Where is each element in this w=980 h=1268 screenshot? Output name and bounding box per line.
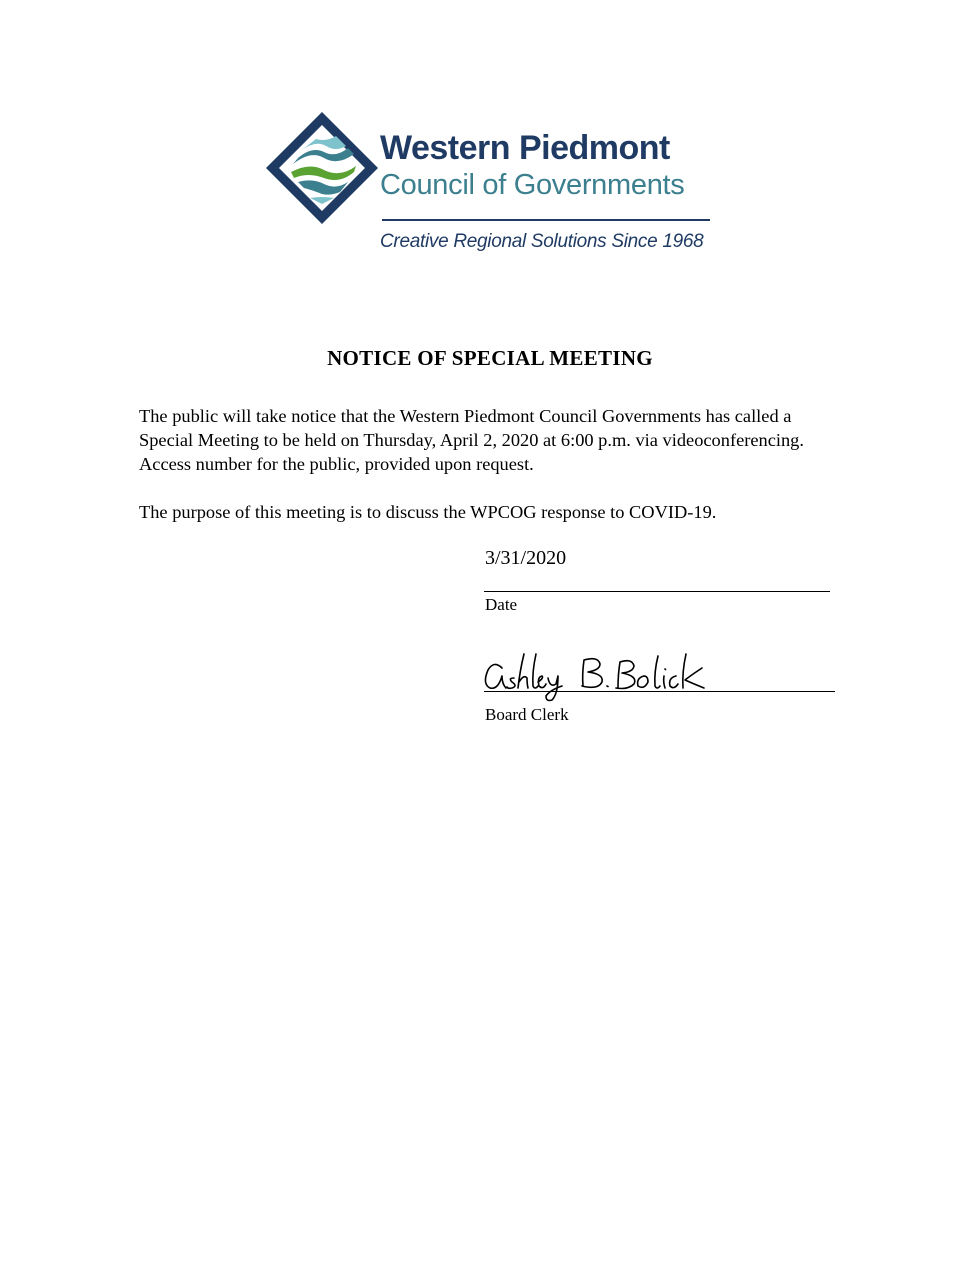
date-label: Date [485,595,518,614]
notice-title: NOTICE OF SPECIAL MEETING [327,346,653,370]
logo-subname: Council of Governments [380,169,685,201]
signature-underline [484,691,835,692]
organization-logo [266,112,722,262]
notice-paragraph-1: The public will take notice that the Western Piedmont Council Governments has called a Special Meeting to be held on Thursday, April 2, 2020 at 6:00 p.m. via videoconferencing. Access number for the public, provided upon request. [139,406,804,474]
notice-paragraph-2: The purpose of this meeting is to discuss the WPCOG response to COVID-19. [139,502,717,522]
logo-divider [382,219,710,221]
logo-tagline: Creative Regional Solutions Since 1968 [380,231,704,252]
logo-emblem-icon [266,112,378,224]
handwritten-signature [480,648,720,702]
date-value: 3/31/2020 [485,547,567,569]
date-underline [484,591,830,592]
logo-name: Western Piedmont [380,129,670,167]
board-clerk-label: Board Clerk [485,705,569,724]
